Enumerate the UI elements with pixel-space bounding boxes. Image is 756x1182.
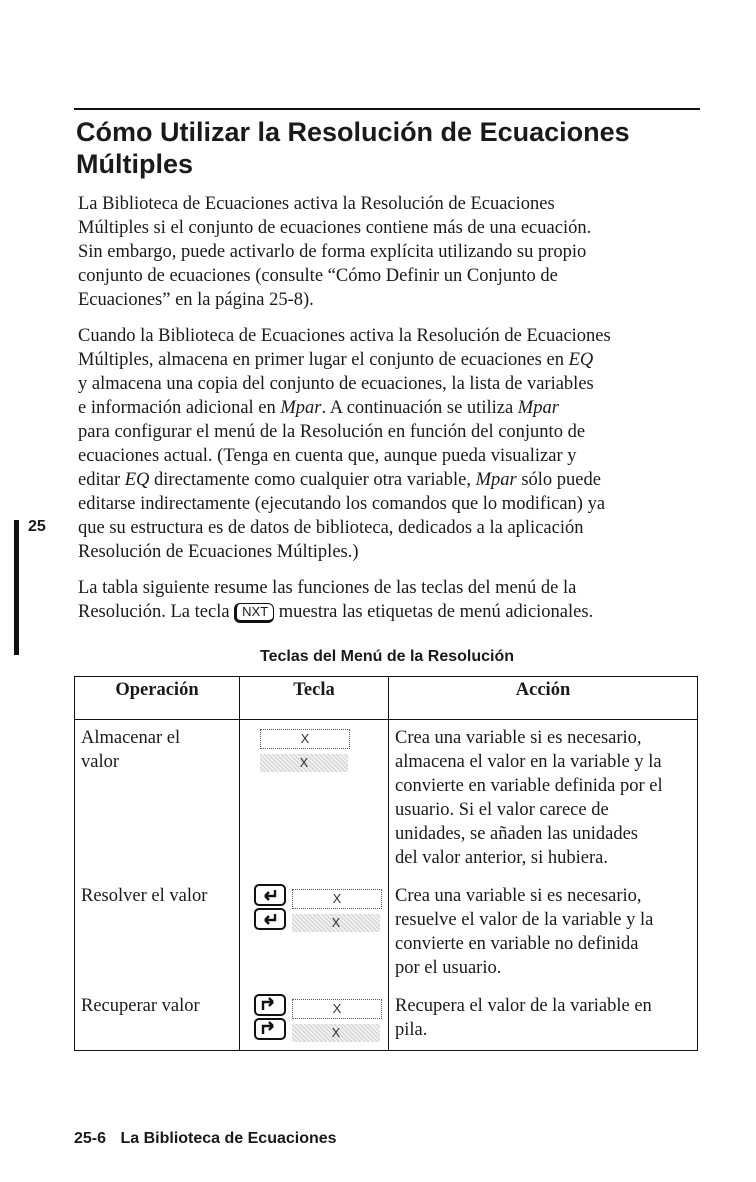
text-line: editar EQ directamente como cualquier otra variable, Mpar sólo puede: [78, 470, 601, 490]
paragraph-3: [78, 576, 702, 624]
variable-name: Mpar: [280, 398, 322, 418]
right-shift-key-icon: [254, 994, 286, 1016]
variable-name: Mpar: [475, 470, 517, 490]
column-header-operation: Operación: [75, 677, 240, 720]
chapter-number: 25: [28, 518, 46, 535]
right-shift-key-icon: [254, 1018, 286, 1040]
table-caption: Teclas del Menú de la Resolución: [260, 648, 514, 665]
column-header-key: Tecla: [240, 677, 389, 720]
text-line: que su estructura es de datos de biblioteca, dedicados a la aplicación: [78, 518, 584, 538]
action-cell: Crea una variable si es necesario, almacena el valor en la variable y la convierte en variable definida por el usuario. Si el valor carece de unidades, se añaden las unidades del valor anterior, si hubiera.: [389, 720, 698, 879]
left-shift-key-icon: [254, 908, 286, 930]
table-row: [75, 720, 698, 879]
operation-cell: Almacenar el valor: [75, 720, 240, 879]
table-header-row: [75, 677, 698, 720]
title-line-1: Cómo Utilizar la Resolución de Ecuaciones: [76, 117, 630, 147]
text-line: para configurar el menú de la Resolución en función del conjunto de: [78, 422, 586, 442]
text-line: e información adicional en Mpar. A continuación se utiliza Mpar: [78, 398, 559, 418]
softkey-label-inverse: X: [260, 754, 348, 772]
chapter-tab-marker: [14, 520, 19, 655]
section-title: [76, 116, 696, 180]
softkey-label: X: [260, 729, 350, 749]
resolution-keys-table: [74, 676, 698, 1051]
text-line: ecuaciones actual. (Tenga en cuenta que, aunque pueda visualizar y: [78, 446, 577, 466]
text-line: Resolución de Ecuaciones Múltiples.): [78, 542, 359, 562]
chapter-title: La Biblioteca de Ecuaciones: [120, 1130, 337, 1147]
column-header-action: Acción: [389, 677, 698, 720]
operation-cell: Recuperar valor: [75, 988, 240, 1051]
paragraph-2: [78, 324, 702, 564]
action-cell: Recupera el valor de la variable en pila.: [389, 988, 698, 1051]
softkey-label-inverse: X: [292, 1024, 380, 1042]
header-rule: [74, 108, 700, 110]
variable-name: EQ: [568, 350, 594, 370]
key-cell: [240, 720, 389, 879]
softkey-label: X: [292, 999, 382, 1019]
page-footer: [74, 1130, 337, 1148]
text-line: Múltiples, almacena en primer lugar el conjunto de ecuaciones en EQ: [78, 350, 594, 370]
action-cell: Crea una variable si es necesario, resuelve el valor de la variable y la convierte en variable no definida por el usuario.: [389, 878, 698, 988]
key-cell: [240, 878, 389, 988]
text-line: Múltiples si el conjunto de ecuaciones contiene más de una ecuación.: [78, 218, 592, 238]
text-line: Resolución. La tecla NXT muestra las etiquetas de menú adicionales.: [78, 602, 594, 622]
text-line: Sin embargo, puede activarlo de forma explícita utilizando su propio: [78, 242, 587, 262]
text-line: La tabla siguiente resume las funciones de las teclas del menú de la: [78, 578, 577, 598]
text-line: y almacena una copia del conjunto de ecuaciones, la lista de variables: [78, 374, 594, 394]
left-shift-key-icon: [254, 884, 286, 906]
title-line-2: Múltiples: [76, 149, 194, 179]
table-row: [75, 988, 698, 1051]
page-number: 25-6: [74, 1130, 107, 1147]
softkey-label: X: [292, 889, 382, 909]
text-line: Cuando la Biblioteca de Ecuaciones activa la Resolución de Ecuaciones: [78, 326, 611, 346]
text-line: editarse indirectamente (ejecutando los comandos que lo modifican) ya: [78, 494, 606, 514]
nxt-key-icon: NXT: [234, 603, 274, 623]
table-row: [75, 878, 698, 988]
text-line: conjunto de ecuaciones (consulte “Cómo Definir un Conjunto de: [78, 266, 558, 286]
key-cell: [240, 988, 389, 1051]
paragraph-1: [78, 192, 702, 312]
operation-cell: Resolver el valor: [75, 878, 240, 988]
text-line: Ecuaciones” en la página 25-8).: [78, 290, 314, 310]
text-line: La Biblioteca de Ecuaciones activa la Resolución de Ecuaciones: [78, 194, 555, 214]
variable-name: Mpar: [517, 398, 559, 418]
softkey-label-inverse: X: [292, 914, 380, 932]
variable-name: EQ: [124, 470, 150, 490]
